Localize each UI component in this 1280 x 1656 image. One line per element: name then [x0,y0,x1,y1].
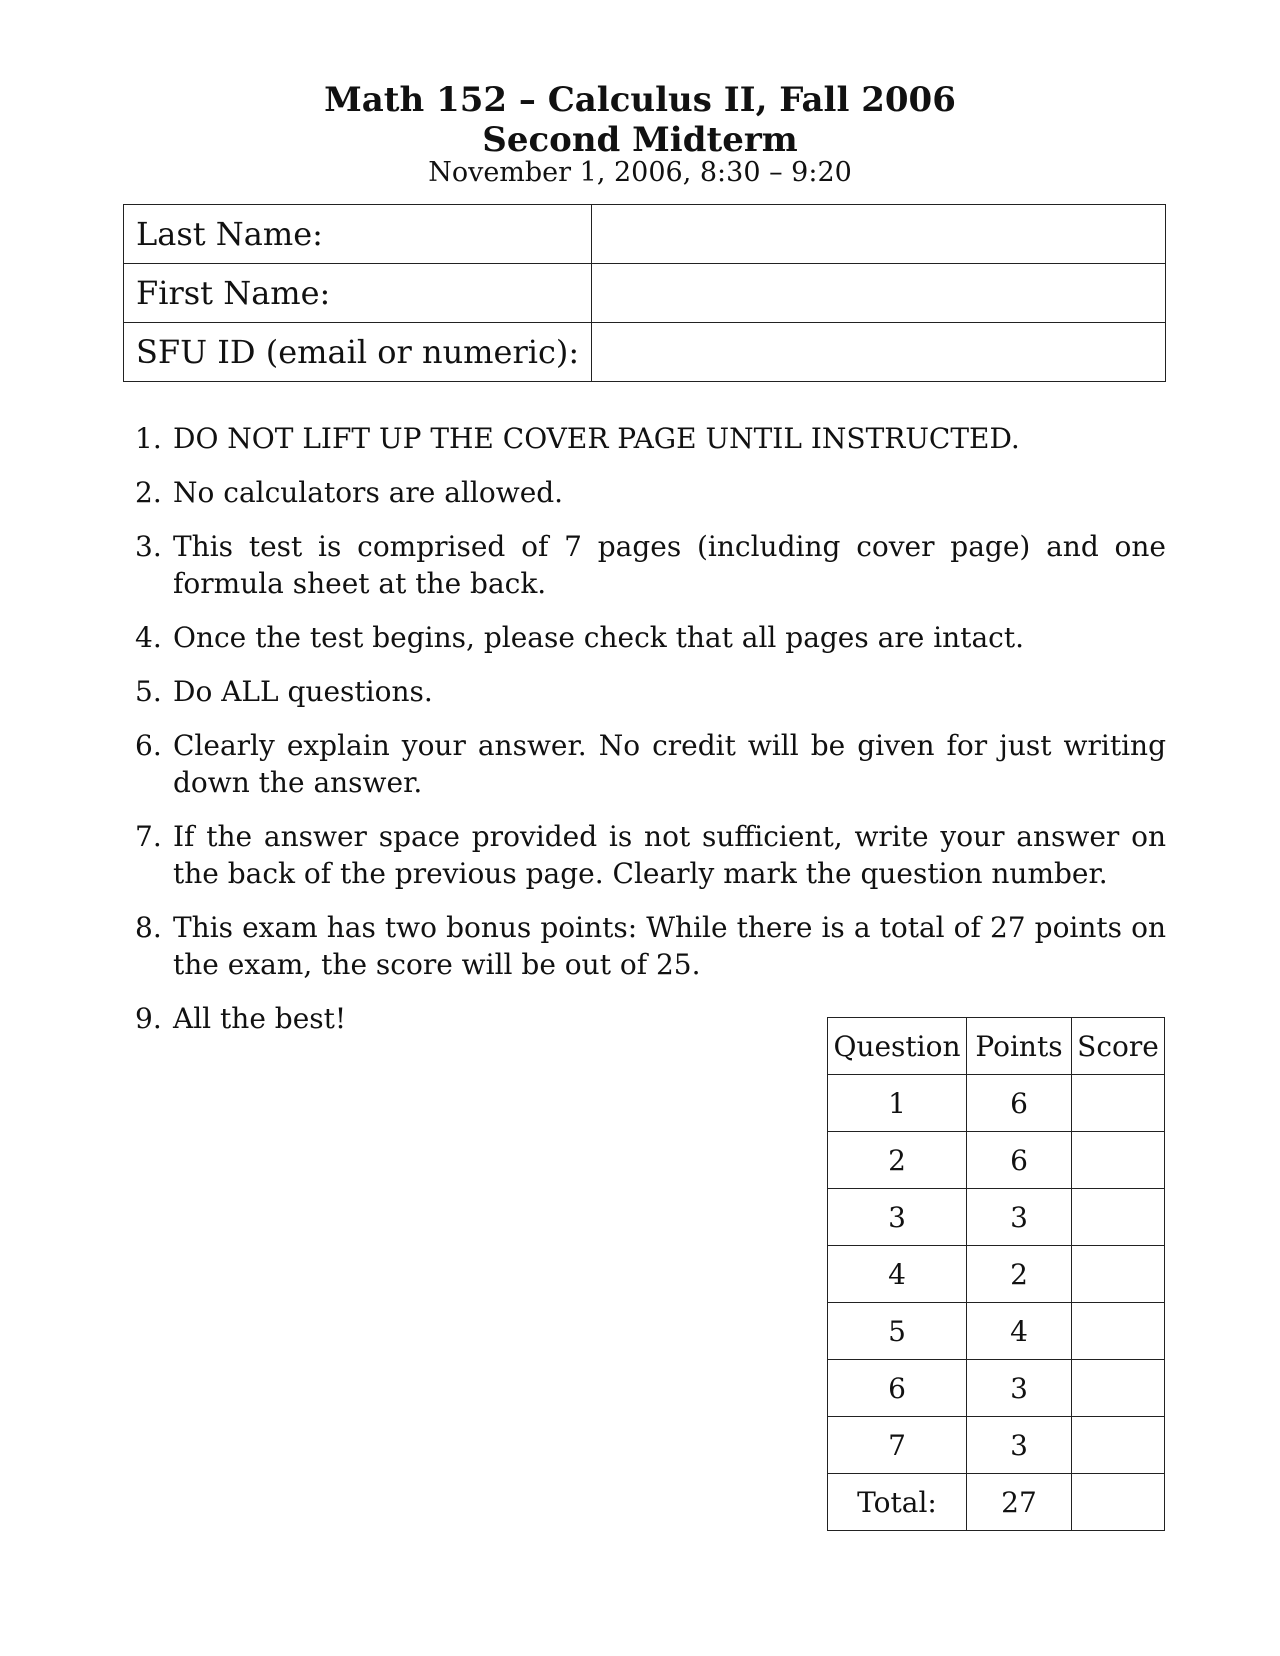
table-row [828,1132,1165,1189]
table-row [828,1360,1165,1417]
instruction-text: Once the test begins, please check that all pages are intact. [173,621,1024,654]
question-points: 3 [967,1417,1072,1474]
score-table [827,1017,1165,1531]
instruction-text: This exam has two bonus points: While there is a total of 27 points on the exam, the score will be out of 25. [173,911,1166,981]
question-points: 6 [967,1132,1072,1189]
instruction-text: Do ALL questions. [173,675,433,708]
first-name-field[interactable] [592,264,1166,323]
instruction-text: No calculators are allowed. [173,476,564,509]
question-points: 3 [967,1360,1072,1417]
instruction-number: 2. [135,476,162,509]
instruction-number: 7. [135,820,162,853]
instruction-number: 3. [135,530,162,563]
question-score[interactable] [1072,1246,1165,1303]
question-score[interactable] [1072,1075,1165,1132]
question-number: 4 [828,1246,967,1303]
total-row [828,1474,1165,1531]
instructions-list [135,420,1166,1054]
exam-subtitle: Second Midterm [482,120,798,160]
instruction-text: Clearly explain your answer. No credit will be given for just writing down the answer. [173,729,1166,799]
question-number: 3 [828,1189,967,1246]
last-name-label: Last Name: [124,205,592,264]
sfu-id-row [124,323,1166,382]
instruction-number: 1. [135,422,162,455]
table-row [828,1189,1165,1246]
question-number: 7 [828,1417,967,1474]
exam-title: Math 152 – Calculus II, Fall 2006 [324,80,956,120]
table-row [828,1246,1165,1303]
question-points: 2 [967,1246,1072,1303]
instruction-item [135,474,1166,511]
table-row [828,1417,1165,1474]
first-name-label: First Name: [124,264,592,323]
table-row [828,1075,1165,1132]
instruction-number: 5. [135,675,162,708]
table-row [828,1303,1165,1360]
score-table-header [828,1018,1165,1075]
total-score[interactable] [1072,1474,1165,1531]
instruction-item [135,818,1166,892]
question-number: 6 [828,1360,967,1417]
total-points: 27 [967,1474,1072,1531]
instruction-number: 8. [135,911,162,944]
instruction-number: 4. [135,621,162,654]
question-score[interactable] [1072,1417,1165,1474]
instruction-item [135,619,1166,656]
instruction-number: 9. [135,1002,162,1035]
question-score[interactable] [1072,1360,1165,1417]
instruction-item [135,528,1166,602]
first-name-row [124,264,1166,323]
instruction-text: DO NOT LIFT UP THE COVER PAGE UNTIL INSTRUCTED. [173,422,1020,455]
question-score[interactable] [1072,1189,1165,1246]
sfu-id-field[interactable] [592,323,1166,382]
score-header: Score [1072,1018,1165,1075]
last-name-row [124,205,1166,264]
question-score[interactable] [1072,1303,1165,1360]
question-number: 2 [828,1132,967,1189]
points-header: Points [967,1018,1072,1075]
question-points: 4 [967,1303,1072,1360]
instruction-text: If the answer space provided is not sufficient, write your answer on the back of the previous page. Clearly mark the question number. [173,820,1166,890]
instruction-item [135,673,1166,710]
question-points: 3 [967,1189,1072,1246]
student-info-table [123,204,1166,382]
sfu-id-label: SFU ID (email or numeric): [124,323,592,382]
instruction-item [135,727,1166,801]
instruction-text: All the best! [173,1002,347,1035]
question-number: 5 [828,1303,967,1360]
question-number: 1 [828,1075,967,1132]
last-name-field[interactable] [592,205,1166,264]
instruction-item [135,420,1166,457]
instruction-item [135,909,1166,983]
instruction-text: This test is comprised of 7 pages (including cover page) and one formula sheet at the back. [173,530,1166,600]
question-score[interactable] [1072,1132,1165,1189]
question-points: 6 [967,1075,1072,1132]
instruction-number: 6. [135,729,162,762]
exam-date: November 1, 2006, 8:30 – 9:20 [428,157,852,188]
total-label: Total: [828,1474,967,1531]
question-header: Question [828,1018,967,1075]
